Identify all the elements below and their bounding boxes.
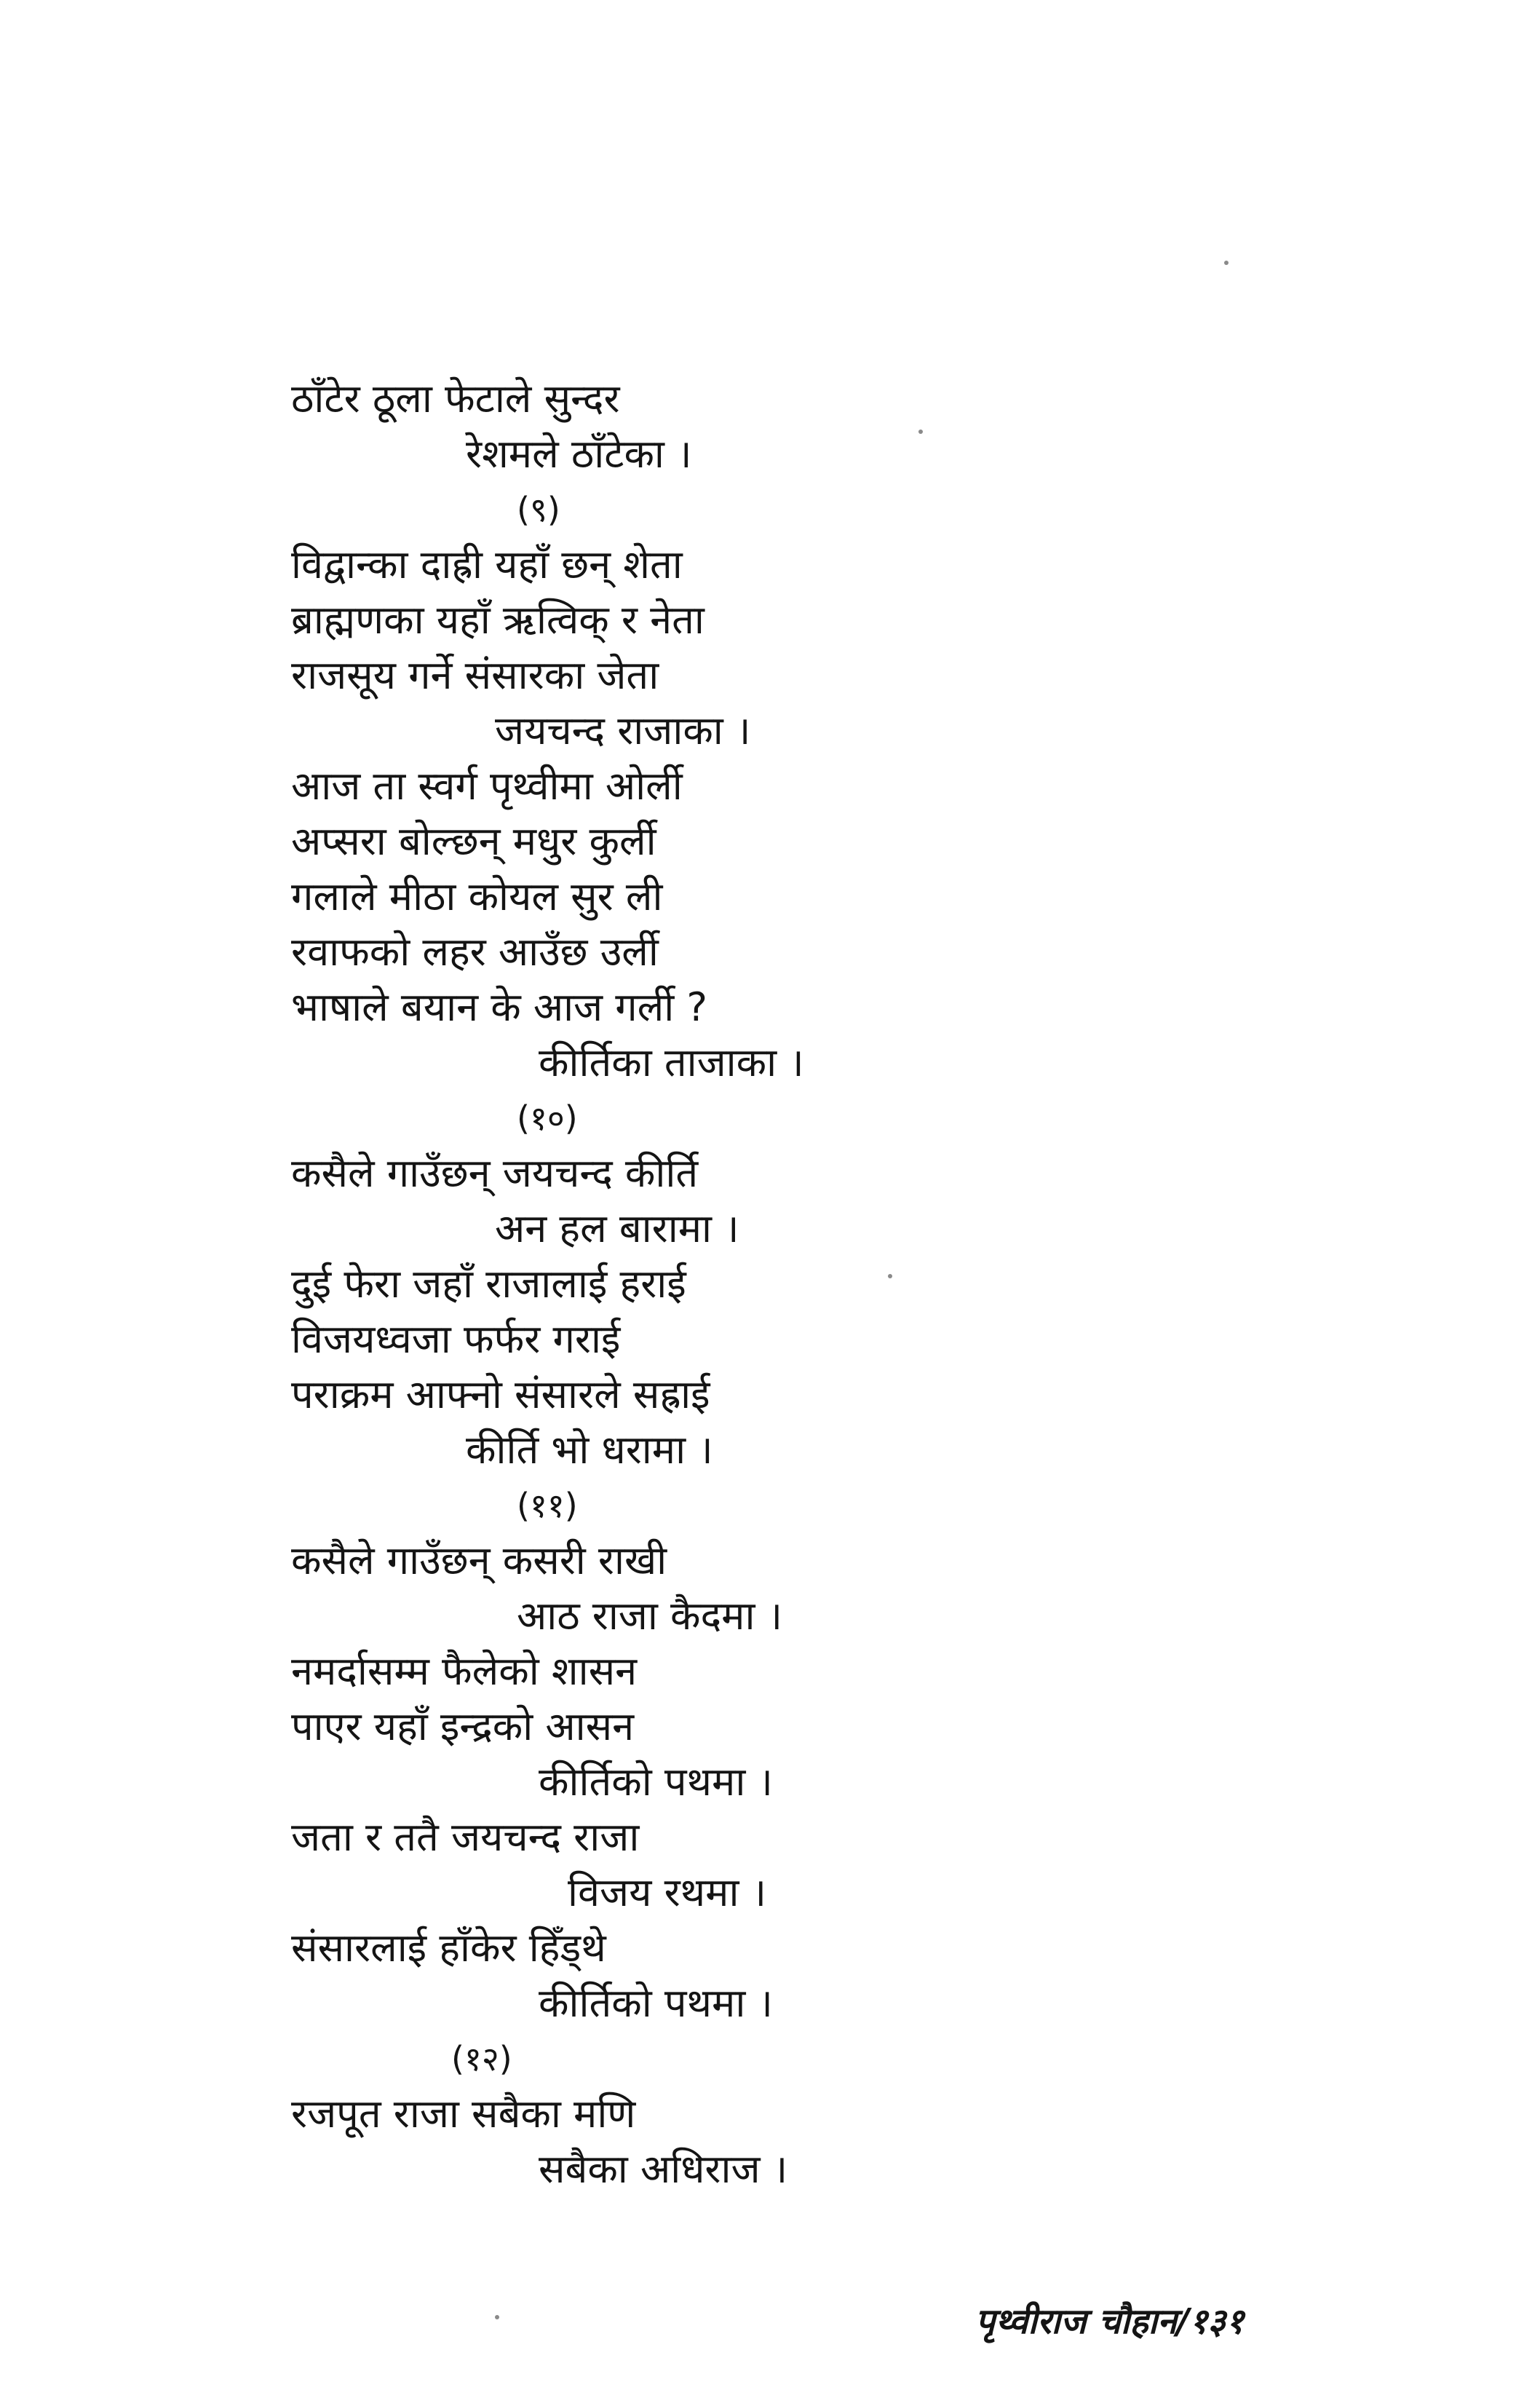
verse-line: गलाले मीठा कोयल सुर ली [291, 874, 663, 919]
stanza-number: (१०) [517, 1099, 578, 1138]
verse-line-refrain: कीर्ति भो धरामा । [466, 1427, 713, 1473]
verse-line: कसैले गाउँछन् कसरी राखी [291, 1538, 667, 1583]
verse-line: कसैले गाउँछन् जयचन्द कीर्ति [291, 1150, 699, 1196]
verse-line: अप्सरा बोल्छन् मधुर कुर्ली [291, 818, 656, 864]
verse-line: पाएर यहाँ इन्द्रको आसन [291, 1703, 635, 1749]
stanza-number: (१२) [451, 2039, 512, 2078]
verse-line: जता र ततै जयचन्द राजा [291, 1814, 640, 1860]
verse-line: नमर्दासम्म फैलेको शासन [291, 1648, 638, 1694]
verse-line: ब्राह्मणका यहाँ ऋत्विक् र नेता [291, 597, 704, 643]
verse-line-refrain: जयचन्द राजाका । [495, 708, 751, 753]
verse-line-refrain: कीर्तिको पथमा । [539, 1980, 773, 2026]
scan-speck [495, 2315, 499, 2319]
verse-line-refrain: अन हल बारामा । [495, 1206, 739, 1251]
verse-line: आज ता स्वर्ग पृथ्वीमा ओर्ली [291, 763, 683, 809]
verse-line: रवाफको लहर आउँछ उर्ली [291, 929, 659, 975]
verse-line-refrain: सबैका अधिराज । [539, 2146, 788, 2192]
stanza-number: (९) [517, 490, 560, 529]
verse-line-refrain: कीर्तिको पथमा । [539, 1759, 773, 1805]
poem-verse [291, 371, 1237, 2197]
verse-line: राजसूय गर्ने संसारका जेता [291, 652, 659, 698]
verse-line: विद्वान्का दाह्री यहाँ छन् शेता [291, 542, 683, 587]
verse-line-refrain: आठ राजा कैदमा । [517, 1593, 783, 1639]
scan-speck [918, 430, 923, 434]
verse-line-refrain: रेशमले ठाँटेका । [466, 431, 692, 477]
verse-line-refrain: विजय रथमा । [568, 1869, 767, 1915]
verse-line: दुई फेरा जहाँ राजालाई हराई [291, 1261, 686, 1307]
verse-line: विजयध्वजा फर्फर गराई [291, 1316, 621, 1362]
stanza-number: (११) [517, 1486, 578, 1525]
verse-line: रजपूत राजा सबैका मणि [291, 2091, 636, 2137]
verse-line-refrain: कीर्तिका ताजाका । [539, 1040, 804, 1085]
scan-speck [888, 1274, 892, 1278]
verse-line: ठाँटेर ठूला फेटाले सुन्दर [291, 376, 620, 422]
verse-line: पराक्रम आफ्नो संसारले सह्राई [291, 1372, 710, 1417]
verse-line: संसारलाई हाँकेर हिँड्थे [291, 1925, 606, 1971]
running-footer-page-number: पृथ्वीराज चौहान/१३१ [975, 2301, 1245, 2342]
verse-line: भाषाले बयान के आज गर्ली ? [291, 984, 708, 1030]
scan-speck [1224, 261, 1229, 265]
